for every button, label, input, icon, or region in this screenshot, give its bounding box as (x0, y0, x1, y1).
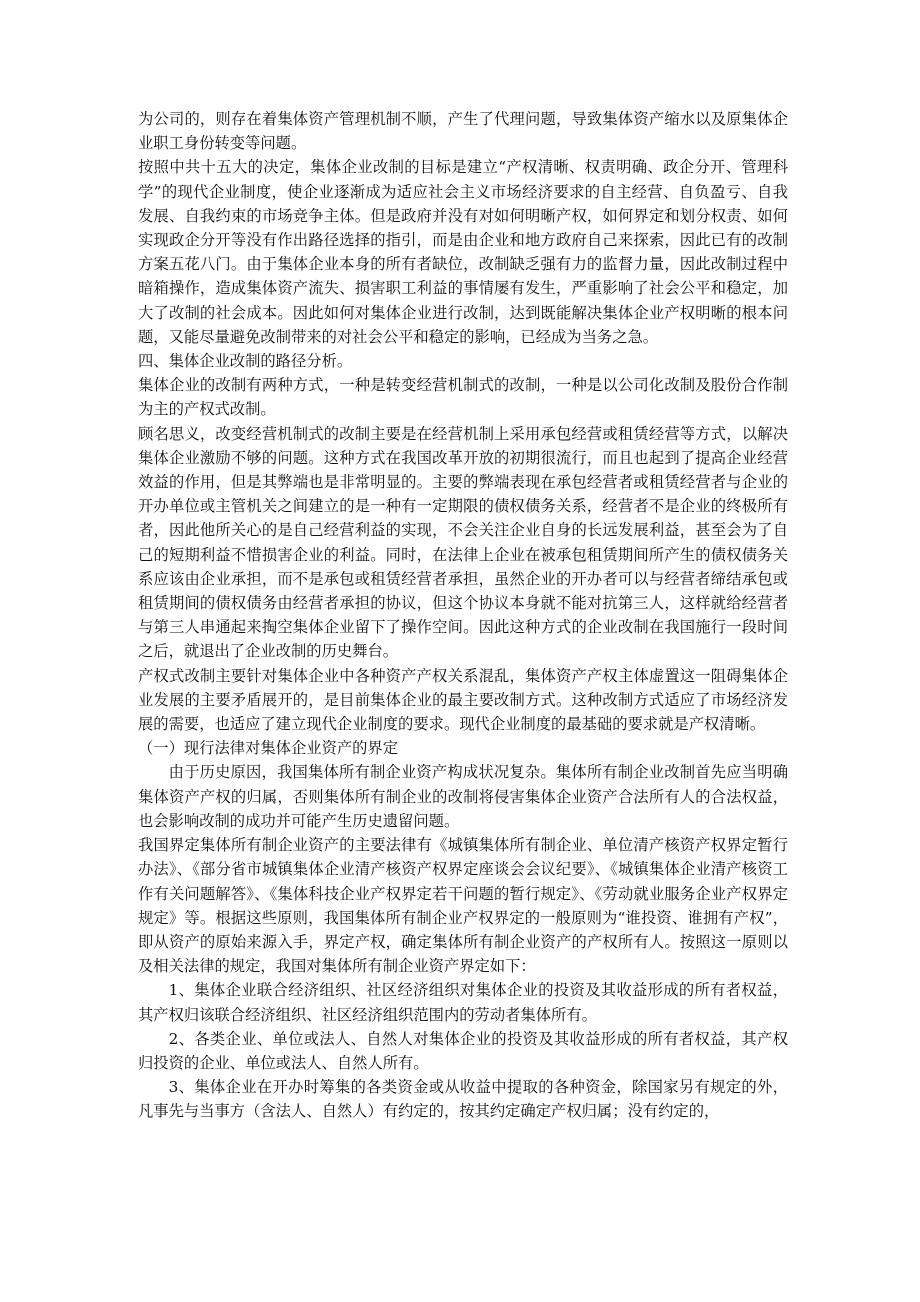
list-item-3: 3、集体企业在开办时筹集的各类资金或从收益中提取的各种资金，除国家另有规定的外，凡事先与当事方（含法人、自然人）有约定的，按其约定确定产权归属；没有约定的， (138, 1078, 788, 1121)
document-body (138, 107, 788, 1124)
section-heading-4: 四、集体企业改制的路径分析。 (138, 352, 353, 371)
paragraph-two-methods: 集体企业的改制有两种方式，一种是转变经营机制式的改制，一种是以公司化改制及股份合作制为主的产权式改制。 (138, 376, 788, 419)
paragraph-continuation: 为公司的，则存在着集体资产管理机制不顺，产生了代理问题，导致集体资产缩水以及原集体企业职工身份转变等问题。 (138, 110, 788, 153)
paragraph-operating-mechanism: 顾名思义，改变经营机制式的改制主要是在经营机制上采用承包经营或租赁经营等方式，以解决集体企业激励不够的问题。这种方式在我国改革开放的初期很流行，而且也起到了提高企业经营效益的作用，但是其弊端也是非常明显的。主要的弊端表现在承包经营者或租赁经营者与企业的开办单位或主管机关之间建立的是一种有一定期限的债权债务关系，经营者不是企业的终极所有者，因此他所关心的是自己经营利益的实现，不会关注企业自身的长远发展利益，甚至会为了自己的短期利益不惜损害企业的利益。同时，在法律上企业在被承包租赁期间所产生的债权债务关系应该由企业承担，而不是承包或租赁经营者承担，虽然企业的开办者可以与经营者缔结承包或租赁期间的债权债务由经营者承担的协议，但这个协议本身就不能对抗第三人，这样就给经营者与第三人串通起来掏空集体企业留下了操作空间。因此这种方式的企业改制在我国施行一段时间之后，就退出了企业改制的历史舞台。 (138, 424, 788, 661)
subsection-heading-1: （一）现行法律对集体企业资产的界定 (138, 739, 399, 758)
list-item-2: 2、各类企业、单位或法人、自然人对集体企业的投资及其收益形成的所有者权益，其产权归投资的企业、单位或法人、自然人所有。 (138, 1029, 788, 1072)
list-item-1: 1、集体企业联合经济组织、社区经济组织对集体企业的投资及其收益形成的所有者权益，其产权归该联合经济组织、社区经济组织范围内的劳动者集体所有。 (138, 981, 788, 1024)
paragraph-property-rights: 产权式改制主要针对集体企业中各种资产产权关系混乱，集体资产产权主体虚置这一阻碍集体企业发展的主要矛盾展开的，是目前集体企业的最主要改制方式。这种改制方式适应了市场经济发展的需要，也适应了建立现代企业制度的要求。现代企业制度的最基础的要求就是产权清晰。 (138, 666, 788, 734)
paragraph-historical-reasons: 由于历史原因，我国集体所有制企业资产构成状况复杂。集体所有制企业改制首先应当明确集体资产产权的归属，否则集体所有制企业的改制将侵害集体企业资产合法所有人的合法权益，也会影响改制的成功并可能产生历史遗留问题。 (138, 763, 788, 830)
paragraph-laws: 我国界定集体所有制企业资产的主要法律有《城镇集体所有制企业、单位清产核资产权界定暂行办法》、《部分省市城镇集体企业清产核资产权界定座谈会会议纪要》、《城镇集体企业清产核资工作有关问题解答》、《集体科技企业产权界定若干问题的暂行规定》、《劳动就业服务企业产权界定规定》等。根据这些原则，我国集体所有制企业产权界定的一般原则为“谁投资、谁拥有产权”，即从资产的原始来源入手，界定产权，确定集体所有制企业资产的产权所有人。按照这一原则以及相关法律的规定，我国对集体所有制企业资产界定如下： (138, 836, 788, 976)
paragraph-reform-goal: 按照中共十五大的决定，集体企业改制的目标是建立“产权清晰、权责明确、政企分开、管理科学”的现代企业制度，使企业逐渐成为适应社会主义市场经济要求的自主经营、自负盈亏、自我发展、自我约束的市场竞争主体。但是政府并没有对如何明晰产权，如何界定和划分权责、如何实现政企分开等没有作出路径选择的指引，而是由企业和地方政府自己来探索，因此已有的改制方案五花八门。由于集体企业本身的所有者缺位，改制缺乏强有力的监督力量，因此改制过程中暗箱操作，造成集体资产流失、损害职工利益的事情屡有发生，严重影响了社会公平和稳定，加大了改制的社会成本。因此如何对集体企业进行改制，达到既能解决集体企业产权明晰的根本问题，又能尽量避免改制带来的对社会公平和稳定的影响，已经成为当务之急。 (138, 158, 788, 346)
